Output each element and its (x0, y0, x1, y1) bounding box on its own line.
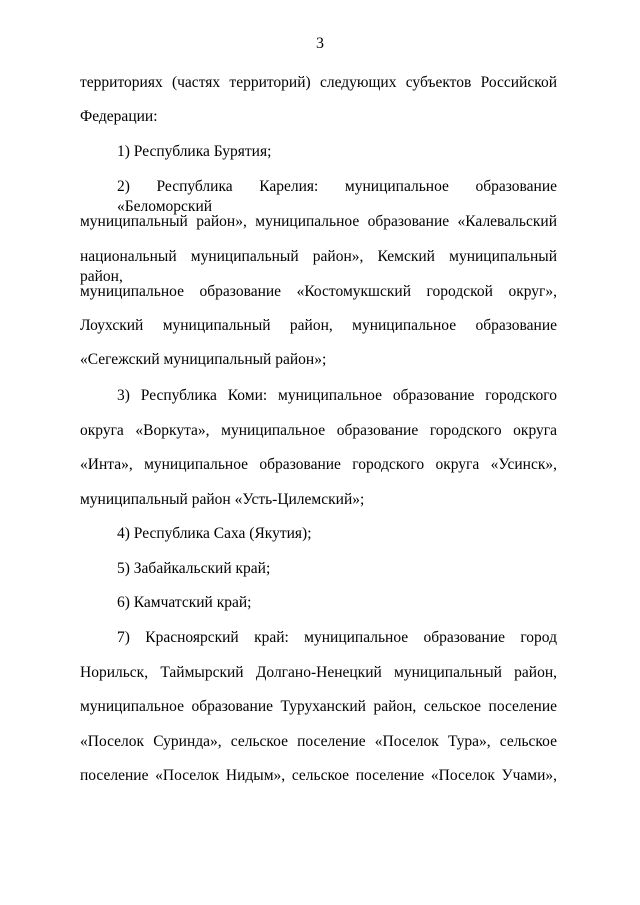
list-item: 2) Республика Карелия: муниципальное образование «Беломорский (117, 178, 557, 215)
text-line: муниципальное образование Туруханский район, сельское поселение (80, 698, 557, 715)
text-line: Федерации: (80, 108, 158, 125)
list-item: 5) Забайкальский край; (117, 560, 271, 577)
text-line: округа «Воркута», муниципальное образование городского округа (80, 422, 557, 439)
list-item: 3) Республика Коми: муниципальное образование городского (117, 387, 557, 404)
text-line: территориях (частях территорий) следующих субъектов Российской (80, 74, 557, 91)
text-line: муниципальный район», муниципальное образование «Калевальский (80, 213, 557, 230)
list-item: 4) Республика Саха (Якутия); (117, 525, 312, 542)
list-item: 6) Камчатский край; (117, 594, 252, 611)
text-line: «Сегежский муниципальный район»; (80, 351, 327, 368)
text-line: муниципальный район «Усть-Цилемский»; (80, 491, 365, 508)
text-line: национальный муниципальный район», Кемский муниципальный район, (80, 248, 557, 285)
text-line: поселение «Поселок Нидым», сельское поселение «Поселок Учами», (80, 767, 557, 784)
list-item: 1) Республика Бурятия; (117, 143, 272, 160)
text-line: муниципальное образование «Костомукшский городской округ», (80, 283, 557, 300)
list-item: 7) Красноярский край: муниципальное образование город (117, 629, 557, 646)
text-line: Лоухский муниципальный район, муниципальное образование (80, 317, 557, 334)
text-line: «Поселок Суринда», сельское поселение «Поселок Тура», сельское (80, 733, 557, 750)
text-line: Норильск, Таймырский Долгано-Ненецкий муниципальный район, (80, 664, 557, 681)
text-line: «Инта», муниципальное образование городского округа «Усинск», (80, 456, 557, 473)
page-number: 3 (316, 35, 324, 52)
